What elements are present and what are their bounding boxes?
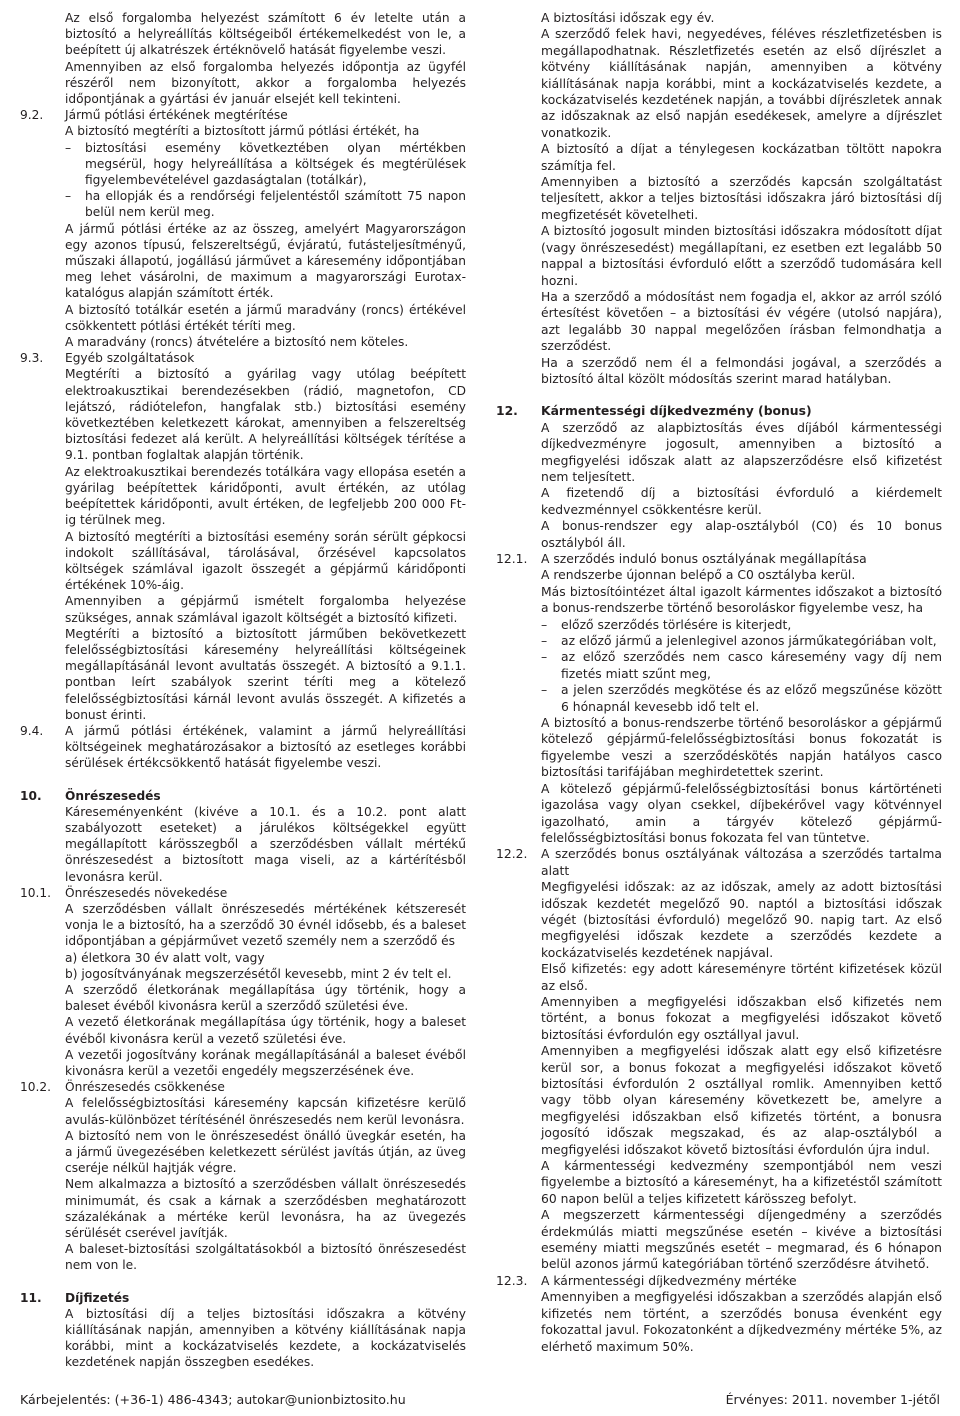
paragraph-text: A szerződés induló bonus osztályának megállapítása — [541, 552, 867, 566]
paragraph — [496, 141, 942, 174]
paragraph-text: A vezetői jogosítvány korának megállapításánál a baleset évéből kivonásra kerül a vezetői engedély megszerzésének éve. — [65, 1047, 466, 1078]
paragraph — [496, 781, 942, 847]
section-number: 12.2. — [496, 847, 528, 862]
paragraph-text: Amennyiben a biztosító a szerződés kapcsán szolgáltatást teljesített, akkor a teljes biztosítási időszakra járó biztosítási díj megfizetését követelheti. — [541, 175, 942, 222]
section-gap — [20, 772, 466, 788]
paragraph-text: Első kifizetés: egy adott káreseményre történt kifizetések közül az első. — [541, 962, 942, 993]
paragraph — [496, 584, 942, 617]
section-number: 11. — [20, 1290, 42, 1305]
paragraph-text: A szerződő az alapbiztosítás éves díjából kármentességi díjkedvezményre jogosult, amennyiben a biztosító a megfigyelési időszak alatt az alapszerződésre első kifizetést nem teljesített. — [541, 420, 942, 484]
section-heading — [20, 1290, 466, 1306]
paragraph — [20, 804, 466, 885]
paragraph-text: A szerződő életkorának megállapítása úgy történik, hogy a baleset évéből kivonásra kerül a szerződő születési éve. — [65, 982, 466, 1014]
paragraph-text: Amennyiben a megfigyelési időszakban első kifizetés nem történt, a bonus fokozat a megfigyelési időszakot követő biztosítási évfordulón egy osztállyal javul. — [541, 994, 942, 1042]
paragraph — [20, 593, 466, 625]
paragraph — [496, 485, 942, 518]
numbered-paragraph — [496, 846, 942, 879]
section-number: 9.4. — [20, 723, 44, 738]
paragraph-text: Megfigyelési időszak: az az időszak, amely az adott biztosítási időszak kezdetét megelőző 90. naptól a biztosítási időszak végét (biztosítási évforduló) megelőző 90. napig tart. Az első megfigyelési időszak kezdete a szerződés kezdete a kockázatviselés kezdetének napjával. — [541, 880, 942, 960]
dash-list-item — [20, 140, 466, 189]
section-heading — [20, 788, 466, 804]
paragraph-text: Az első forgalomba helyezést számított 6 év letelte után a biztosító a helyreállítás költségeiből értékemelkedést von le, a beépített új alkatrészek értéknövelő hatását figyelembe veszi. — [65, 11, 466, 58]
paragraph-text: Egyéb szolgáltatások — [65, 351, 195, 366]
section-number: 9.3. — [20, 351, 44, 366]
section-number: 9.2. — [20, 108, 44, 123]
heading-text: Díjfizetés — [65, 1290, 130, 1305]
paragraph-text: A jármű pótlási értéke az az összeg, amelyért Magyarországon egy azonos típusú, felszereltségű, évjáratú, futásteljesítményű, műszaki állapotú, jogállású járművet a káresemény időpontjában meg lehet vásárolni, de maximum a magyarországi Eurotax-katalógus alapján számított érték. — [65, 221, 466, 301]
paragraph-text: Amennyiben a megfigyelési időszakban a szerződés alapján első kifizetés nem történt, a szerződés bonusa évenként egy fokozattal javul. Fokozatonként a díjkedvezmény mértéke 5%, az elérhető maximum 50%. — [541, 1290, 943, 1354]
paragraph-text: Amennyiben az első forgalomba helyezés időpontja az ügyfél részéről nem bizonyított, akkor a forgalomba helyezés időpontjának a gyártási év január elsejét kell tekinteni. — [65, 59, 466, 107]
paragraph-text: A szerződés bonus osztályának változása a szerződés tartalma alatt — [541, 847, 942, 878]
section-gap — [496, 387, 942, 403]
paragraph — [496, 1289, 942, 1355]
paragraph-text: A szerződésben vállalt önrészesedés mértékének kétszeresét vonja le a biztosító, ha a szerződő 30 évnél idősebb, és a baleset időpontjában a gépjárművet vezető személy nem a szerződő és — [65, 901, 466, 949]
paragraph — [496, 567, 942, 583]
paragraph-text: A szerződő felek havi, negyedéves, féléves részletfizetésben is megállapodhatnak. Részletfizetés esetén az első díjrészlet a kötvény kiállításának napján, amennyiben a kötvény kiállításának napja korábbi, mint a kockázatviselés kezdete, a kockázatviselés kezdetének napján, a további díjrészletek annak az időszaknak az első napján esedékesek, amelyre a díjrészlet vonatkozik. — [541, 27, 942, 140]
section-number: 10.1. — [20, 885, 52, 900]
paragraph-text: Az elektroakusztikai berendezés totálkára vagy ellopása esetén a gyárilag beépítettek káridőponti, avult értékén, az utólag beépítettek káridőponti, avult értéken, de legfeljebb 200 000 Ft-ig térülnek meg. — [65, 464, 466, 528]
paragraph — [496, 715, 942, 781]
paragraph-text: A biztosító a díjat a ténylegesen kockázatban töltött napokra számítja fel. — [541, 142, 942, 173]
section-number: 12. — [496, 404, 518, 419]
paragraph-text: A maradvány (roncs) átvételére a biztosító nem köteles. — [65, 335, 409, 350]
paragraph-text: A kármentességi kedvezmény szempontjából nem veszi figyelembe a biztosító a káreseményt, ha a kifizetéstől számított 60 napon belül a teljes kifizetett kárösszeg befolyt. — [541, 1159, 942, 1206]
paragraph — [496, 10, 942, 26]
paragraph — [20, 950, 466, 966]
paragraph — [496, 1158, 942, 1207]
paragraph-text: A biztosító totálkár esetén a jármű maradvány (roncs) értékével csökkentett pótlási értékét téríti meg. — [65, 302, 466, 333]
dash-list-item — [496, 682, 942, 715]
list-item-text: a jelen szerződés megkötése és az előző megszűnése között 6 hónapnál kevesebb idő telt el. — [561, 683, 942, 714]
paragraph-text: Amennyiben a gépjármű ismételt forgalomba helyezése szükséges, annak számlával igazolt költségét a biztosító kifizeti. — [65, 594, 466, 625]
paragraph — [20, 10, 466, 59]
heading-text: Önrészesedés — [65, 788, 161, 803]
paragraph — [496, 1207, 942, 1273]
numbered-paragraph — [20, 107, 466, 123]
paragraph-text: Káreseményenként (kivéve a 10.1. és a 10.2. pont alatt szabályozott eseteket) a járulékos költségekkel együtt megállapított kárösszegből a szerződésben vállalt mértékű önrészesedést a biztosított maga viseli, az a kártérítésből levonásra kerül. — [65, 804, 466, 884]
paragraph-text: A felelősségbiztosítási káresemény kapcsán kifizetésre kerülő avulás-különbözet térítésénél önrészesedés nem kerül levonásra. — [65, 1096, 466, 1127]
paragraph — [20, 626, 466, 723]
paragraph — [20, 1241, 466, 1273]
section-number: 10.2. — [20, 1080, 52, 1095]
paragraph — [20, 123, 466, 139]
dash-list-item — [496, 633, 942, 649]
paragraph-text: Más biztosítóintézet által igazolt kármentes időszakot a biztosító a bonus-rendszerbe történő besoroláskor figyelembe vesz, ha — [541, 584, 942, 616]
paragraph — [496, 174, 942, 223]
paragraph-text: Ha a szerződő nem él a felmondási jogával, a szerződés a biztosító által közölt módosítás szerint marad hatályban. — [541, 355, 942, 386]
paragraph-text: A megszerzett kármentességi díjengedmény a szerződés érdekmúlás miatti megszűnése esetén – kivéve a biztosítási esemény miatti megszűnés esetét – megmarad, és 6 hónapon belül azonos jármű kategóriában történő szerződésre átvihető. — [541, 1208, 942, 1272]
list-item-text: az előző jármű a jelenlegivel azonos járműkategóriában volt, — [561, 634, 937, 649]
paragraph-text: A baleset-biztosítási szolgáltatásokból a biztosító önrészesedést nem von le. — [65, 1242, 466, 1273]
paragraph — [20, 529, 466, 594]
paragraph-text: A rendszerbe újonnan belépő a C0 osztályba kerül. — [541, 568, 856, 583]
paragraph-text: A biztosítási díj a teljes biztosítási időszakra a kötvény kiállításának napján, amennyiben a kötvény kiállításának napja korábbi, mint a kockázatviselés kezdete, a kockázatviselés kezdetének napján összegben esedékes. — [65, 1306, 466, 1370]
dash-list-item — [496, 649, 942, 682]
section-number: 12.1. — [496, 552, 528, 566]
numbered-paragraph — [496, 1273, 942, 1289]
paragraph — [20, 1176, 466, 1241]
numbered-paragraph — [20, 1079, 466, 1095]
paragraph — [20, 464, 466, 529]
paragraph-text: A fizetendő díj a biztosítási évforduló a kiérdemelt kedvezménnyel csökkentésre kerül. — [541, 486, 942, 517]
paragraph — [20, 302, 466, 334]
paragraph-text: b) jogosítványának megszerzésétől kevesebb, mint 2 év telt el. — [65, 966, 452, 981]
paragraph-text: a) életkora 30 év alatt volt, vagy — [65, 950, 265, 965]
paragraph — [20, 1306, 466, 1371]
paragraph — [496, 289, 942, 355]
paragraph — [20, 221, 466, 302]
paragraph-text: A vezető életkorának megállapítása úgy történik, hogy a baleset évéből kivonásra kerül a vezető születési éve. — [65, 1015, 466, 1046]
list-item-text: ha ellopják és a rendőrségi feljelentéstől számított 75 napon belül nem kerül meg. — [85, 189, 466, 220]
list-item-text: előző szerződés törlésére is kiterjedt, — [561, 617, 792, 632]
paragraph — [496, 879, 942, 961]
paragraph — [496, 1043, 942, 1158]
paragraph-text: A biztosító a bonus-rendszerbe történő besoroláskor a gépjármű kötelező gépjármű-felelősségbiztosítási bonus fokozatát is figyelembe veszi a szerződéskötés napján hatályos casco biztosítási tarifájában meghirdetettek szerint. — [541, 716, 942, 780]
paragraph — [496, 961, 942, 994]
paragraph-text: A kötelező gépjármű-felelősségbiztosítási bonus kártörténeti igazolása vagy olyan csekkel, díjbekérővel vagy kötvénnyel igazolható, amin a tárgyév kötelező gépjármű-felelősségbiztosítási bonus fokozata fel van tüntetve. — [541, 781, 942, 845]
paragraph-text: Nem alkalmazza a biztosító a szerződésben vállalt önrészesedés minimumát, és csak a kárnak a szerződésben meghatározott százalékának a mértéke kerül levonásra, ha az üvegezés sérülését cserével javítják. — [65, 1177, 466, 1241]
section-number: 12.3. — [496, 1273, 528, 1288]
paragraph-text: Önrészesedés csökkenése — [65, 1080, 225, 1095]
dash-list-item — [496, 617, 942, 633]
paragraph — [496, 223, 942, 289]
paragraph-text: A biztosítási időszak egy év. — [541, 11, 715, 25]
paragraph-text: A kármentességi díjkedvezmény mértéke — [541, 1273, 797, 1288]
section-gap — [20, 1274, 466, 1290]
paragraph-text: Megtéríti a biztosító a biztosított járműben bekövetkezett felelősségbiztosítási káresemény helyreállítási költségeinek megállapításánál levont avultatás összegét. A biztosító a 9.1.1. pontban leírt szabályok szerint téríti meg a kötelező felelősségbiztosítási kárnál levont avulás összegét. A kifizetés a bonust érinti. — [65, 626, 466, 722]
paragraph-text: Jármű pótlási értékének megtérítése — [65, 108, 288, 123]
paragraph — [20, 59, 466, 108]
dash-list-item — [20, 188, 466, 220]
paragraph — [20, 966, 466, 982]
numbered-paragraph — [496, 551, 942, 567]
list-item-text: biztosítási esemény következtében olyan mértékben megsérül, hogy helyreállítása a költségek és megtérülések figyelembevételével gazdaságtalan (totálkár), — [85, 140, 466, 188]
page-footer — [20, 1392, 940, 1408]
section-heading — [496, 403, 942, 419]
paragraph-text: Önrészesedés növekedése — [65, 885, 228, 900]
paragraph-text: A biztosító jogosult minden biztosítási időszakra módosított díjat (vagy önrészesedést) megállapítani, ez esetben ezt legalább 50 nappal a biztosítási évforduló előtt a szerződő tudomására kell hozni. — [541, 224, 942, 288]
paragraph — [20, 1095, 466, 1127]
paragraph — [20, 366, 466, 463]
numbered-paragraph — [20, 885, 466, 901]
paragraph — [20, 901, 466, 950]
paragraph — [496, 420, 942, 486]
list-item-text: az előző szerződés nem casco káresemény vagy díj nem fizetés miatt szűnt meg, — [561, 650, 942, 681]
numbered-paragraph — [20, 723, 466, 772]
section-number: 10. — [20, 788, 42, 803]
paragraph-text: A biztosító nem von le önrészesedést önálló üvegkár esetén, ha a jármű üvegezésében keletkezett sérülést javítás útján, az üveg cseréje nélkül hajtják végre. — [65, 1128, 466, 1176]
footer-validity: Érvényes: 2011. november 1-jétől — [725, 1392, 940, 1407]
paragraph — [20, 1128, 466, 1177]
paragraph — [20, 334, 466, 350]
right-column — [496, 10, 942, 1355]
paragraph-text: A jármű pótlási értékének, valamint a jármű helyreállítási költségeinek meghatározásakor a biztosító az esetleges korábbi sérülések értékcsökkentő hatását figyelembe veszi. — [65, 723, 466, 771]
paragraph-text: Ha a szerződő a módosítást nem fogadja el, akkor az arról szóló értesítést követően – a biztosítási év végére (utolsó napjára), azt legalább 30 nappal megelőzően írásban felmondhatja a szerződést. — [541, 289, 942, 354]
heading-text: Kármentességi díjkedvezmény (bonus) — [541, 404, 812, 419]
paragraph-text: A biztosító megtéríti a biztosítási esemény során sérült gépkocsi indokolt szállításával, tárolásával, őrzésével kapcsolatos költségek számlával igazolt összegét a gépjármű káridőponti értékének 10%-áig. — [65, 529, 466, 593]
left-column — [20, 10, 466, 1371]
paragraph — [496, 355, 942, 388]
numbered-paragraph — [20, 350, 466, 366]
paragraph — [20, 982, 466, 1014]
paragraph-text: A biztosító megtéríti a biztosított jármű pótlási értékét, ha — [65, 124, 420, 139]
paragraph — [20, 1014, 466, 1046]
paragraph — [496, 26, 942, 141]
paragraph-text: Amennyiben a megfigyelési időszak alatt egy első kifizetésre kerül sor, a bonus fokozat a megfigyelési időszakot követő biztosítási évfordulón 2 osztállyal romlik. Amennyiben kettő vagy több olyan káresemény következett be, amelyre a megfigyelési időszakban első kifizetés történt, a bonusra jogosító időszak megszakad, és az alap-osztályból a megfigyelési időszakot követő biztosítási évfordulón újra indul. — [541, 1044, 942, 1157]
footer-contact: Kárbejelentés: (+36-1) 486-4343; autokar@unionbiztosito.hu — [20, 1392, 406, 1407]
paragraph-text: A bonus-rendszer egy alap-osztályból (C0) és 10 bonus osztályból áll. — [541, 519, 942, 550]
paragraph-text: Megtéríti a biztosító a gyárilag vagy utólag beépített elektroakusztikai berendezésekben (rádió, magnetofon, CD lejátszó, rádiótelefon, hangfalak stb.) biztosítási esemény következtében keletkezett károkat, amennyiben a felszereltség biztosítási fedezet alá került. A helyreállítási költségek térítése a 9.1. pontban foglaltak alapján történik. — [65, 367, 466, 463]
paragraph — [496, 994, 942, 1043]
paragraph — [496, 518, 942, 551]
paragraph — [20, 1047, 466, 1079]
